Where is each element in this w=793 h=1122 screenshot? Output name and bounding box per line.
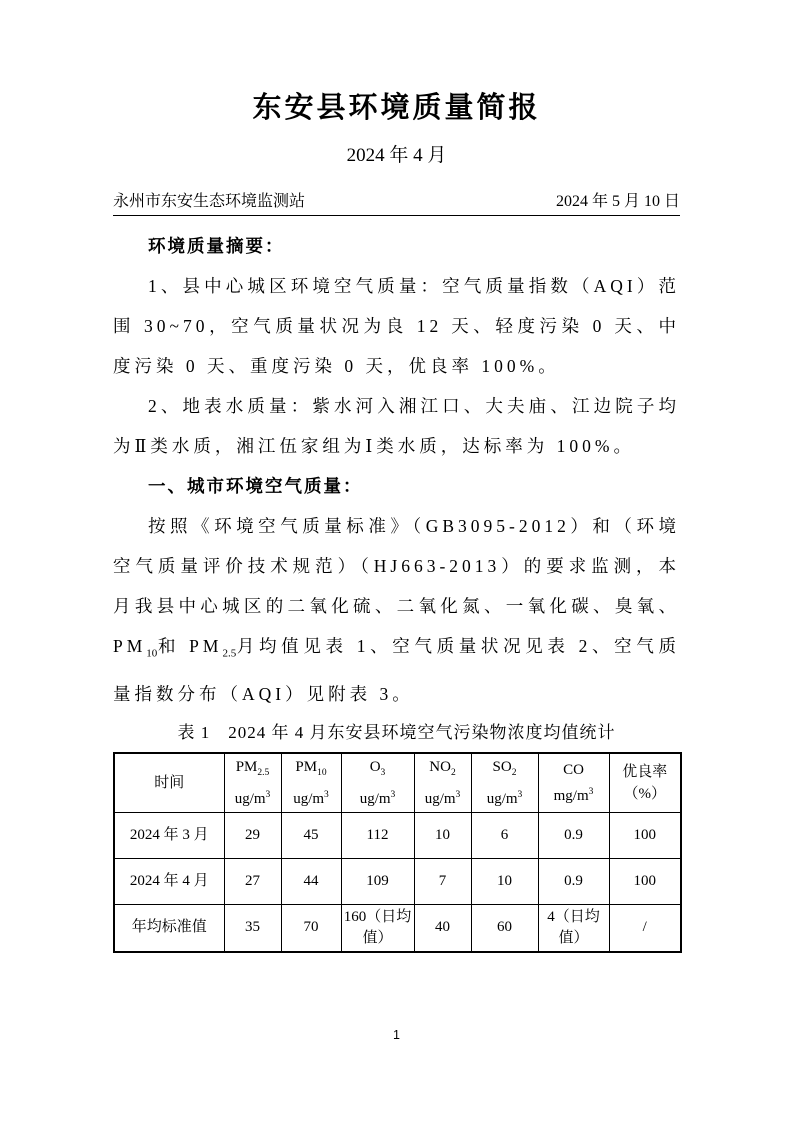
table-cell: 100 — [609, 858, 681, 904]
pm25-subscript: 2.5 — [222, 647, 237, 660]
column-header-so2: $SO_2$ $ug/m^3$ — [471, 753, 538, 813]
column-header-time: 时间 — [114, 753, 224, 813]
table-cell: 109 — [341, 858, 414, 904]
table-row-march — [114, 812, 681, 858]
issuer-row — [113, 192, 680, 216]
column-header-co: CO $mg/m^3$ — [538, 753, 609, 813]
table-cell: 60 — [471, 904, 538, 952]
table-cell: 70 — [281, 904, 341, 952]
column-header-good-rate: 优良率 （%） — [609, 753, 681, 813]
table-row-annual-standard — [114, 904, 681, 952]
table1-air-pollutant-concentrations — [113, 752, 682, 953]
table-cell: 27 — [224, 858, 281, 904]
table-cell: 45 — [281, 812, 341, 858]
table-cell: 7 — [414, 858, 471, 904]
page-number: 1 — [393, 1028, 400, 1042]
paragraph-text: 和 PM — [157, 636, 223, 656]
table-cell: 6 — [471, 812, 538, 858]
document-subtitle: 2024 年 4 月 — [346, 145, 447, 166]
column-header-o3: $O_3$ $ug/m^3$ — [341, 753, 414, 813]
table-row-april — [114, 858, 681, 904]
table-cell: 112 — [341, 812, 414, 858]
table-cell: 10 — [414, 812, 471, 858]
table-cell: 44 — [281, 858, 341, 904]
table-header-row — [114, 753, 681, 813]
section-air-paragraph — [113, 506, 680, 714]
document-body — [113, 226, 680, 752]
document-title: 东安县环境质量简报 — [252, 92, 541, 124]
table-cell-row-label: 年均标准值 — [114, 904, 224, 952]
table-cell-row-label: 2024 年 4 月 — [114, 858, 224, 904]
summary-heading: 环境质量摘要： — [148, 236, 285, 256]
summary-item-air-quality: 1、县中心城区环境空气质量：空气质量指数（AQI）范围 30~70，空气质量状况为良 12 天、轻度污染 0 天、中度污染 0 天、重度污染 0 天，优良率 100%。 — [113, 276, 680, 376]
table-cell: 35 — [224, 904, 281, 952]
section-air-heading: 一、城市环境空气质量： — [148, 476, 363, 496]
issue-date: 2024 年 5 月 10 日 — [555, 193, 680, 210]
pm10-subscript: 10 — [146, 647, 158, 660]
table-cell: 160（日均值） — [341, 904, 414, 952]
column-header-pm10: $PM_{10}$ $ug/m^3$ — [281, 753, 341, 813]
table-cell: / — [609, 904, 681, 952]
table-cell: 29 — [224, 812, 281, 858]
table-cell: 40 — [414, 904, 471, 952]
table-cell: 100 — [609, 812, 681, 858]
column-header-no2: $NO_2$ $ug/m^3$ — [414, 753, 471, 813]
table-cell: 10 — [471, 858, 538, 904]
column-header-pm25: $PM_{2.5}$ $ug/m^3$ — [224, 753, 281, 813]
paragraph-text: 月均值见表 1、空气质量状况见表 2、空气质量指数分布（AQI）见附表 3。 — [113, 636, 680, 704]
table-cell: 4（日均值） — [538, 904, 609, 952]
table-cell: 0.9 — [538, 858, 609, 904]
table-cell-row-label: 2024 年 3 月 — [114, 812, 224, 858]
summary-item-water-quality: 2、地表水质量：紫水河入湘江口、大夫庙、江边院子均为Ⅱ类水质，湘江伍家组为Ⅰ类水质，达标率为 100%。 — [113, 396, 680, 456]
issuer-name: 永州市东安生态环境监测站 — [113, 193, 306, 210]
table1-caption: 表 1 2024 年 4 月东安县环境空气污染物浓度均值统计 — [177, 722, 616, 742]
paragraph-text: 按照《环境空气质量标准》（GB3095-2012）和（环境空气质量评价技术规范）（HJ663-2013）的要求监测，本月我县中心城区的二氧化硫、二氧化氮、一氧化碳、臭氧、PM — [113, 516, 680, 656]
table-cell: 0.9 — [538, 812, 609, 858]
